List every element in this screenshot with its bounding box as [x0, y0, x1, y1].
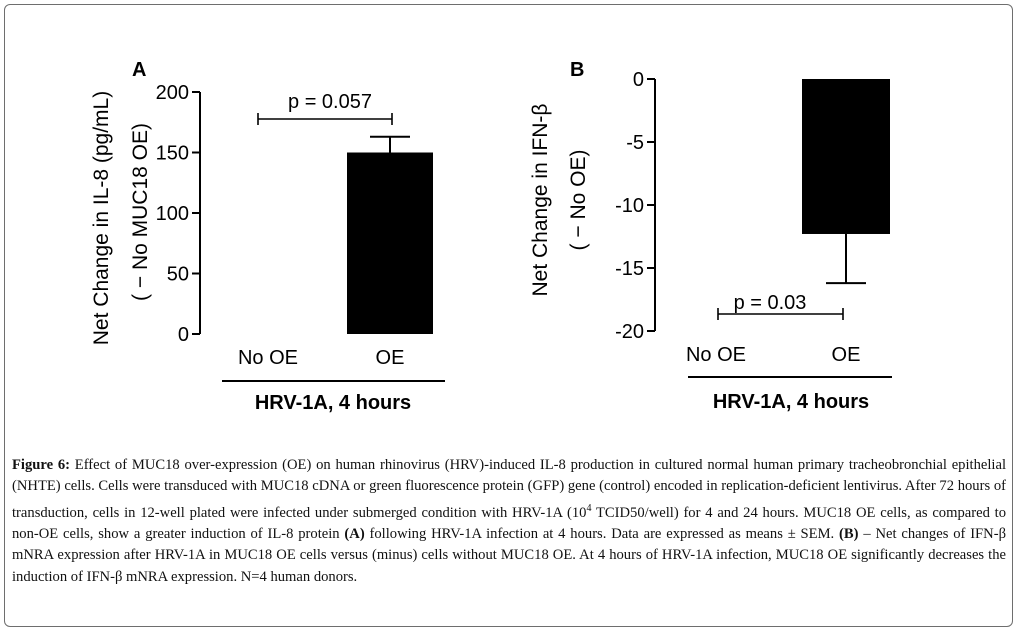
panel-a: [90, 59, 445, 414]
caption-text-4: – Net changes of IFN-β mNRA expression after HRV-1A in MUC18 OE cells versus (minus) cells without MUC18 OE. At 4 hours of HRV-1A infection, MUC18 OE significantly decreases the induction of IFN-β mNRA expression. N=4 human donors.: [12, 526, 1006, 585]
panel-b-label: B: [570, 59, 585, 81]
panel-b-ylabel-line1: Net Change in IFN-β: [529, 103, 552, 297]
panel-b-y-tick-label: -5: [626, 132, 644, 154]
caption-ref-b: (B): [839, 526, 859, 543]
panel-a-group-label: HRV-1A, 4 hours: [254, 392, 412, 414]
panel-a-y-tick-label: 100: [155, 203, 189, 225]
panel-a-ylabel-line2: ( − No MUC18 OE): [129, 123, 152, 301]
panel-a-y-tick-label: 200: [155, 82, 189, 104]
panel-a-x-label: OE: [375, 347, 405, 369]
panel-a-y-tick-label: 150: [155, 142, 189, 165]
panel-b: [529, 59, 892, 413]
panel-b-p-value: p = 0.03: [733, 292, 807, 314]
panel-a-label: A: [132, 59, 147, 81]
caption-text-3: following HRV-1A infection at 4 hours. Data are expressed as means ± SEM.: [364, 526, 840, 543]
panel-b-x-label: OE: [831, 344, 861, 366]
panel-a-x-label: No OE: [237, 347, 299, 369]
panel-b-bar-oe: [802, 79, 890, 234]
panel-b-y-tick-label: -10: [615, 195, 644, 217]
caption-label: Figure 6:: [12, 457, 71, 473]
caption-ref-a: (A): [344, 526, 365, 543]
panel-b-y-tick-label: -15: [615, 258, 644, 280]
caption-superscript: 4: [586, 502, 592, 514]
panel-b-group-label: HRV-1A, 4 hours: [712, 391, 870, 413]
panel-b-y-tick-label: -20: [615, 321, 644, 343]
panel-a-bar-oe: [347, 153, 433, 335]
caption-text-2: TCID50/well) for 4 and 24 hours. MUC18 OE cells, as compared to non-OE cells, show a greater induction of IL-8 protein: [12, 504, 1006, 543]
panel-a-ylabel-line1: Net Change in IL-8 (pg/mL): [90, 90, 113, 346]
panel-a-y-tick-label: 50: [166, 263, 189, 286]
caption-text-1: Effect of MUC18 over-expression (OE) on human rhinovirus (HRV)-induced IL-8 production in cultured normal human primary tracheobronchial epithelial (NHTE) cells. Cells were transduced with MUC18 cDNA or green fluorescence protein (GFP) gene (control) encoded in replication-deficient lentivirus. After 72 hours of transduction, cells in 12-well plated were infected under submerged condition with HRV-1A (10: [12, 457, 1006, 521]
panel-b-x-label: No OE: [685, 344, 747, 366]
panel-a-p-value: p = 0.057: [288, 91, 372, 113]
panel-a-y-tick-label: 0: [177, 324, 189, 346]
panel-b-ylabel-line2: ( − No OE): [567, 149, 590, 251]
panel-b-y-tick-label: 0: [632, 69, 644, 91]
figure-caption: [12, 455, 1006, 588]
